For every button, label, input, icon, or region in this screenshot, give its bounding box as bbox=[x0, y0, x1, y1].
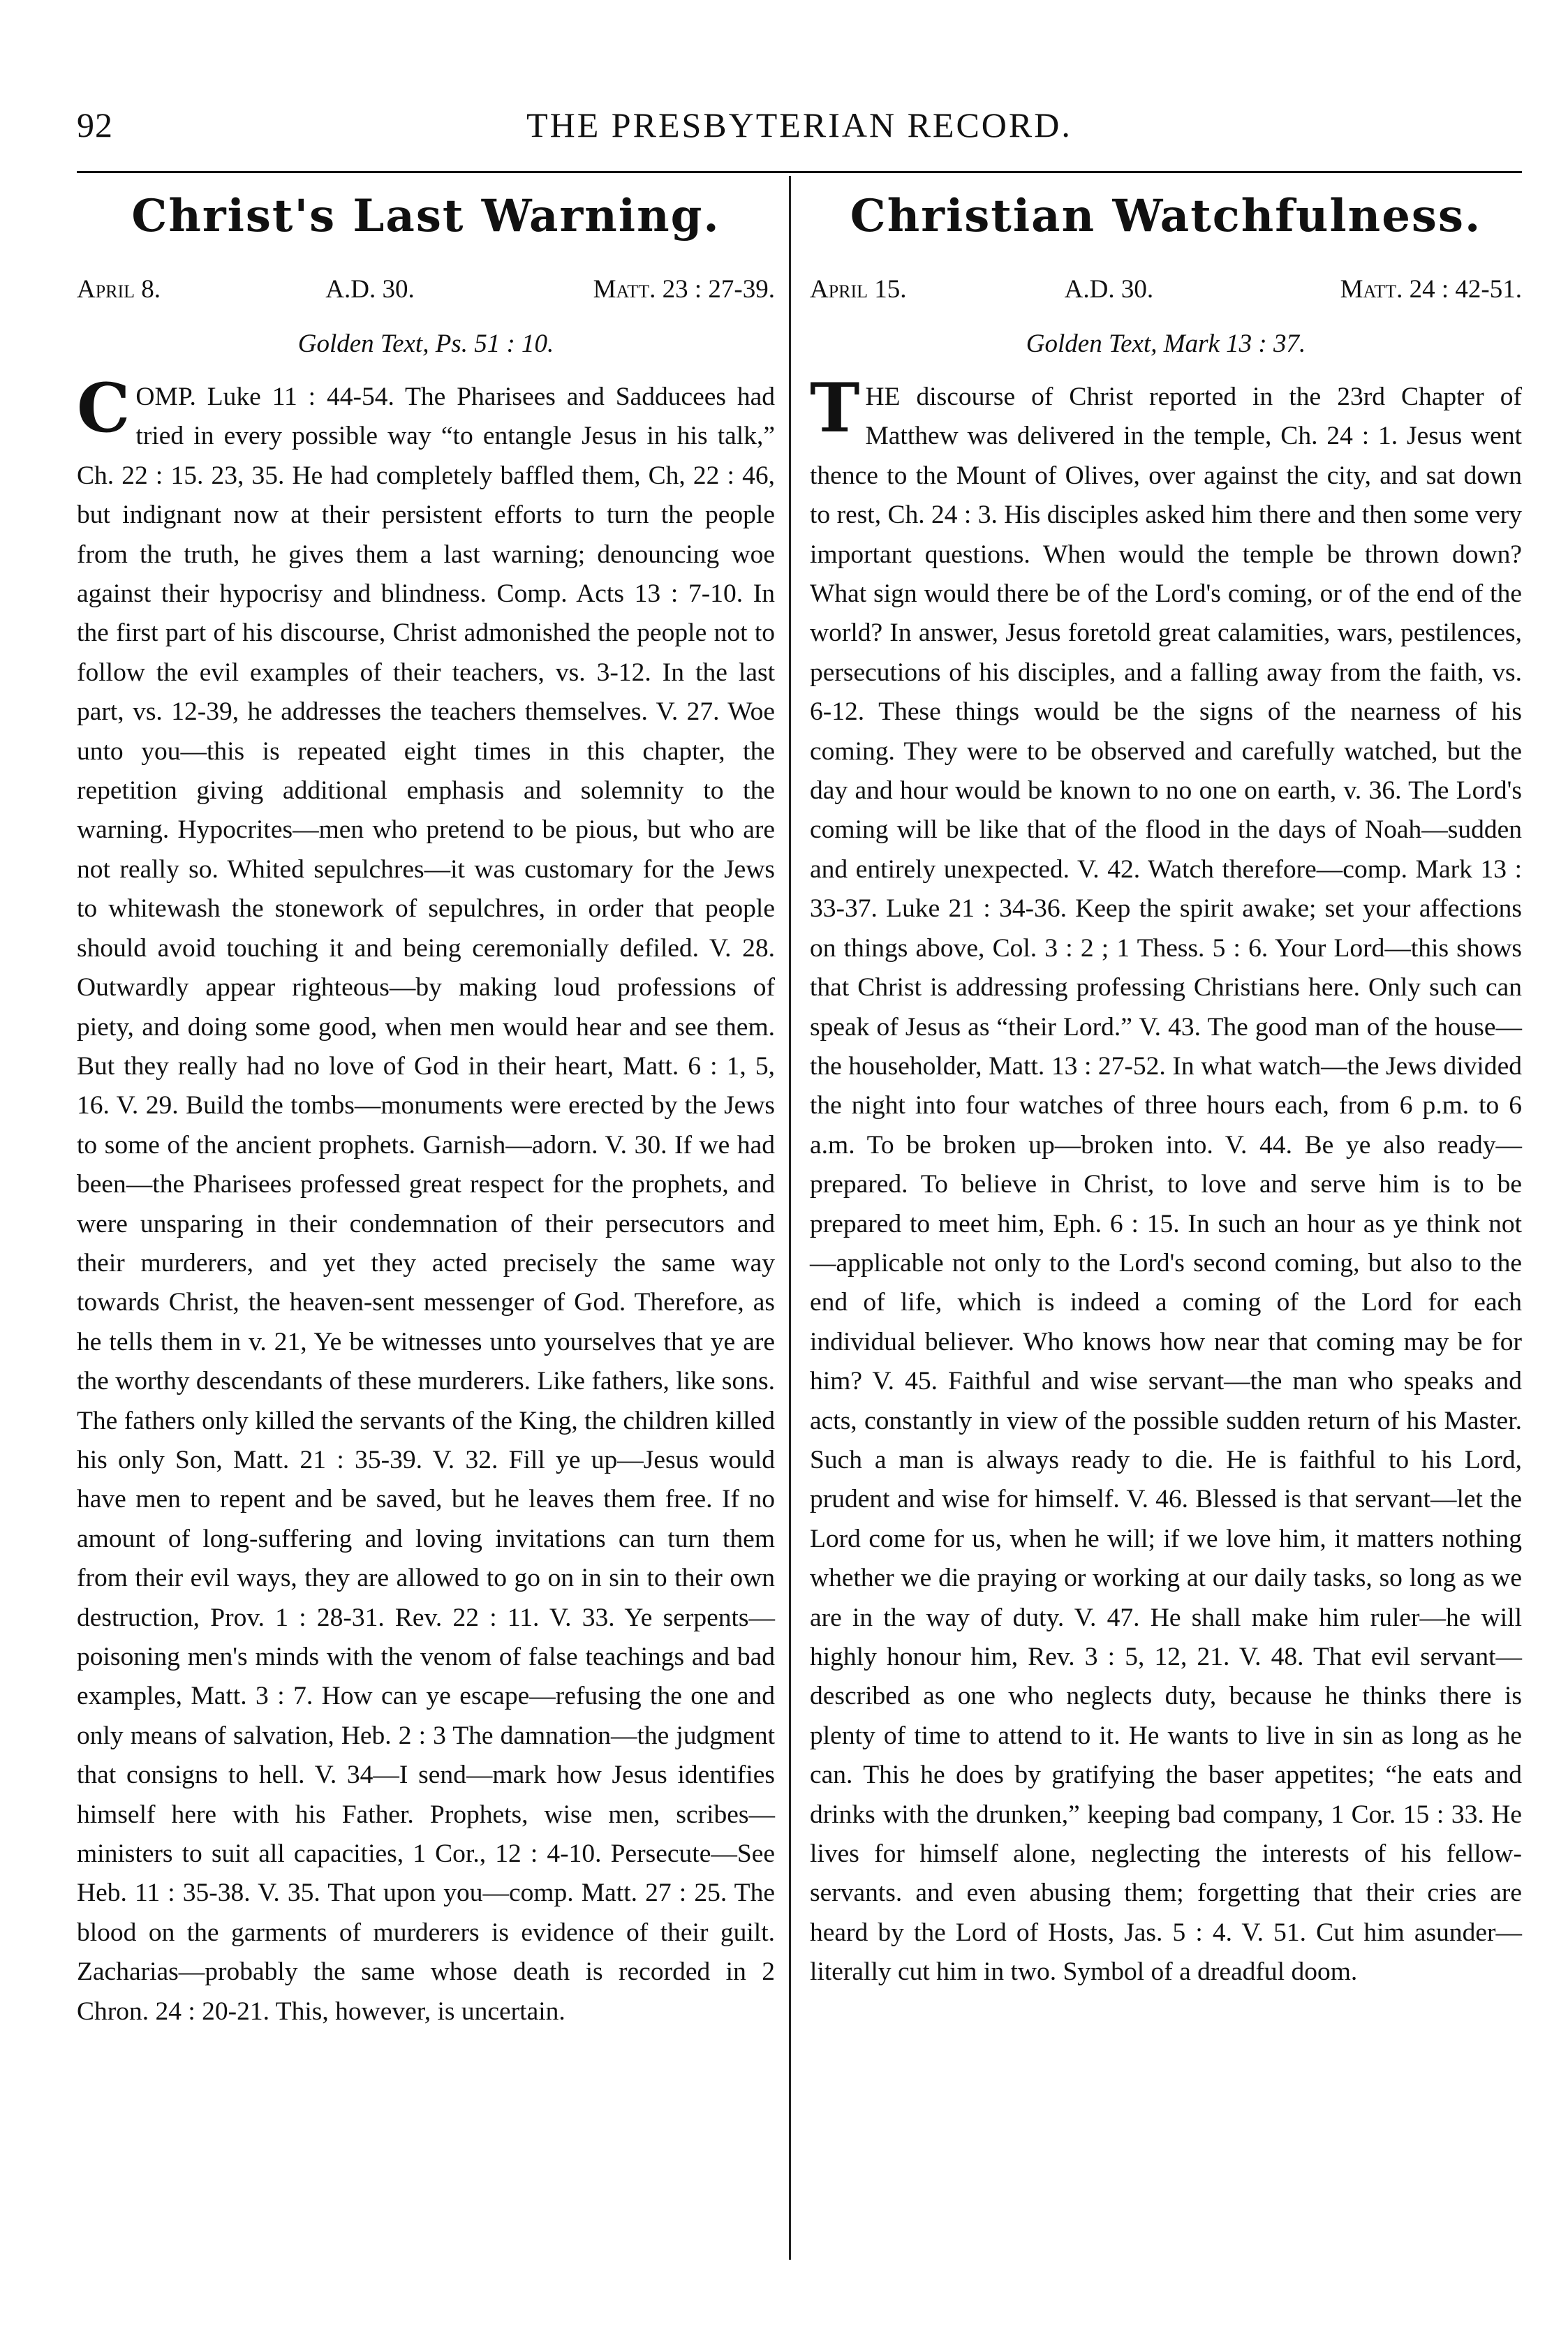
running-title: THE PRESBYTERIAN RECORD. bbox=[526, 105, 1072, 145]
lesson-date: April 8. bbox=[77, 275, 161, 304]
page-number: 92 bbox=[77, 105, 113, 145]
column-divider bbox=[789, 176, 791, 2260]
lesson-title: Christ's Last Warning. bbox=[131, 190, 720, 242]
lesson-body bbox=[77, 369, 775, 2031]
lesson-year: A.D. 30. bbox=[1064, 275, 1154, 304]
lesson-date: April 15. bbox=[810, 275, 907, 304]
lesson-reference: Matt. 24 : 42-51. bbox=[1340, 275, 1522, 304]
golden-text: Golden Text, Ps. 51 : 10. bbox=[297, 330, 554, 358]
lesson-year: A.D. 30. bbox=[325, 275, 415, 304]
header-rule bbox=[77, 171, 1522, 173]
lesson-body bbox=[810, 369, 1522, 1992]
lesson-body-text: OMP. Luke 11 : 44-54. The Pharisees and Sadducees had tried in every possible way “to entangle Jesus in his talk,” Ch. 22 : 15. 23, 35. He had completely baffled them, Ch, 22 : 46, but indignant now at their persistent efforts to turn the people from the truth, he gives them a last warning; denouncing woe against their hypocrisy and blindness. Comp. Acts 13 : 7-10. In the first part of his discourse, Christ admonished the people not to follow the evil examples of their teachers, vs. 3-12. In the last part, vs. 12-39, he addresses the teachers themselves. V. 27. Woe unto you—this is repeated eight times in this chapter, the repetition giving additional emphasis and solemnity to the warning. Hypocrites—men who pretend to be pious, but who are not really so. Whited sepulchres—it was customary for the Jews to whitewash the stonework of sepulchres, in order that people should avoid touching it and being ceremonially defiled. V. 28. Outwardly appear righteous—by making loud professions of piety, and doing some good, when men would hear and see them. But they really had no love of God in their heart, Matt. 6 : 1, 5, 16. V. 29. Build the tombs—monuments were erected by the Jews to some of the ancient prophets. Garnish—adorn. V. 30. If we had been—the Pharisees professed great respect for the prophets, and were unsparing in their condemnation of their persecutors and their murderers, and yet they acted precisely the same way towards Christ, the heaven-sent messenger of God. Therefore, as he tells them in v. 21, Ye be witnesses unto yourselves that ye are the worthy descendants of these murderers. Like fathers, like sons. The fathers only killed the servants of the King, the children killed his only Son, Matt. 21 : 35-39. V. 32. Fill ye up—Jesus would have men to repent and be saved, but he leaves them free. If no amount of long-suffering and loving invitations can turn them from their evil ways, they are allowed to go on in sin to their own destruction, Prov. 1 : 28-31. Rev. 22 : 11. V. 33. Ye serpents—poisoning men's minds with the venom of false teachings and bad examples, Matt. 3 : 7. How can ye escape—refusing the one and only means of salvation, Heb. 2 : 3 The damnation—the judgment that consigns to hell. V. 34—I send—mark how Jesus identifies himself here with his Father. Prophets, wise men, scribes—ministers to suit all capacities, 1 Cor., 12 : 4-10. Persecute—See Heb. 11 : 35-38. V. 35. That upon you—comp. Matt. 27 : 25. The blood on the garments of murderers is evidence of their guilt. Zacharias—probably the same whose death is recorded in 2 Chron. 24 : 20-21. This, however, is uncertain. bbox=[77, 383, 775, 2026]
lesson-column-right bbox=[810, 185, 1522, 1992]
lesson-reference: Matt. 23 : 27-39. bbox=[593, 275, 775, 304]
lesson-meta bbox=[77, 274, 775, 313]
drop-cap: C bbox=[77, 369, 131, 447]
lesson-body-text: HE discourse of Christ reported in the 23rd Chapter of Matthew was delivered in the temple, Ch. 24 : 1. Jesus went thence to the Mount of Olives, over against the city, and sat down to rest, Ch. 24 : 3. His disciples asked him there and then some very important questions. When would the temple be thrown down? What sign would there be of the Lord's coming, or of the end of the world? In answer, Jesus foretold great calamities, wars, pestilences, persecutions of his disciples, and a falling away from the faith, vs. 6-12. These things would be the signs of the nearness of his coming. They were to be observed and carefully watched, but the day and hour would be known to no one on earth, v. 36. The Lord's coming will be like that of the flood in the days of Noah—sudden and entirely unexpected. V. 42. Watch therefore—comp. Mark 13 : 33-37. Luke 21 : 34-36. Keep the spirit awake; set your affections on things above, Col. 3 : 2 ; 1 Thess. 5 : 6. Your Lord—this shows that Christ is addressing professing Christians here. Only such can speak of Jesus as “their Lord.” V. 43. The good man of the house—the householder, Matt. 13 : 27-52. In what watch—the Jews divided the night into four watches of three hours each, from 6 p.m. to 6 a.m. To be broken up—broken into. V. 44. Be ye also ready—prepared. To believe in Christ, to love and serve him is to be prepared to meet him, Eph. 6 : 15. In such an hour as ye think not—applicable not only to the Lord's second coming, but also to the end of life, which is indeed a coming of the Lord for each individual believer. Who knows how near that coming may be for him? V. 45. Faithful and wise servant—the man who speaks and acts, constantly in view of the possible sudden return of his Master. Such a man is always ready to die. He is faithful to his Lord, prudent and wise for himself. V. 46. Blessed is that servant—let the Lord come for us, when he will; if we love him, it matters nothing whether we die praying or working at our daily tasks, so long as we are in the way of duty. V. 47. He shall make him ruler—he will highly honour him, Rev. 3 : 5, 12, 21. V. 48. That evil servant—described as one who neglects duty, because he thinks there is plenty of time to attend to it. He wants to live in sin as long as he can. This he does by gratifying the baser appetites; “he eats and drinks with the drunken,” keeping bad company, 1 Cor. 15 : 33. He lives for himself alone, neglecting the interests of his fellow-servants. and even abusing them; forgetting that their cries are heard by the Lord of Hosts, Jas. 5 : 4. V. 51. Cut him asunder—literally cut him in two. Symbol of a dreadful doom. bbox=[810, 383, 1522, 1987]
lesson-title: Christian Watchfulness. bbox=[850, 190, 1482, 242]
lesson-meta bbox=[810, 274, 1522, 313]
page-header bbox=[77, 105, 1522, 154]
lesson-column-left bbox=[77, 185, 775, 2031]
golden-text: Golden Text, Mark 13 : 37. bbox=[1026, 330, 1306, 358]
drop-cap: T bbox=[810, 369, 860, 447]
